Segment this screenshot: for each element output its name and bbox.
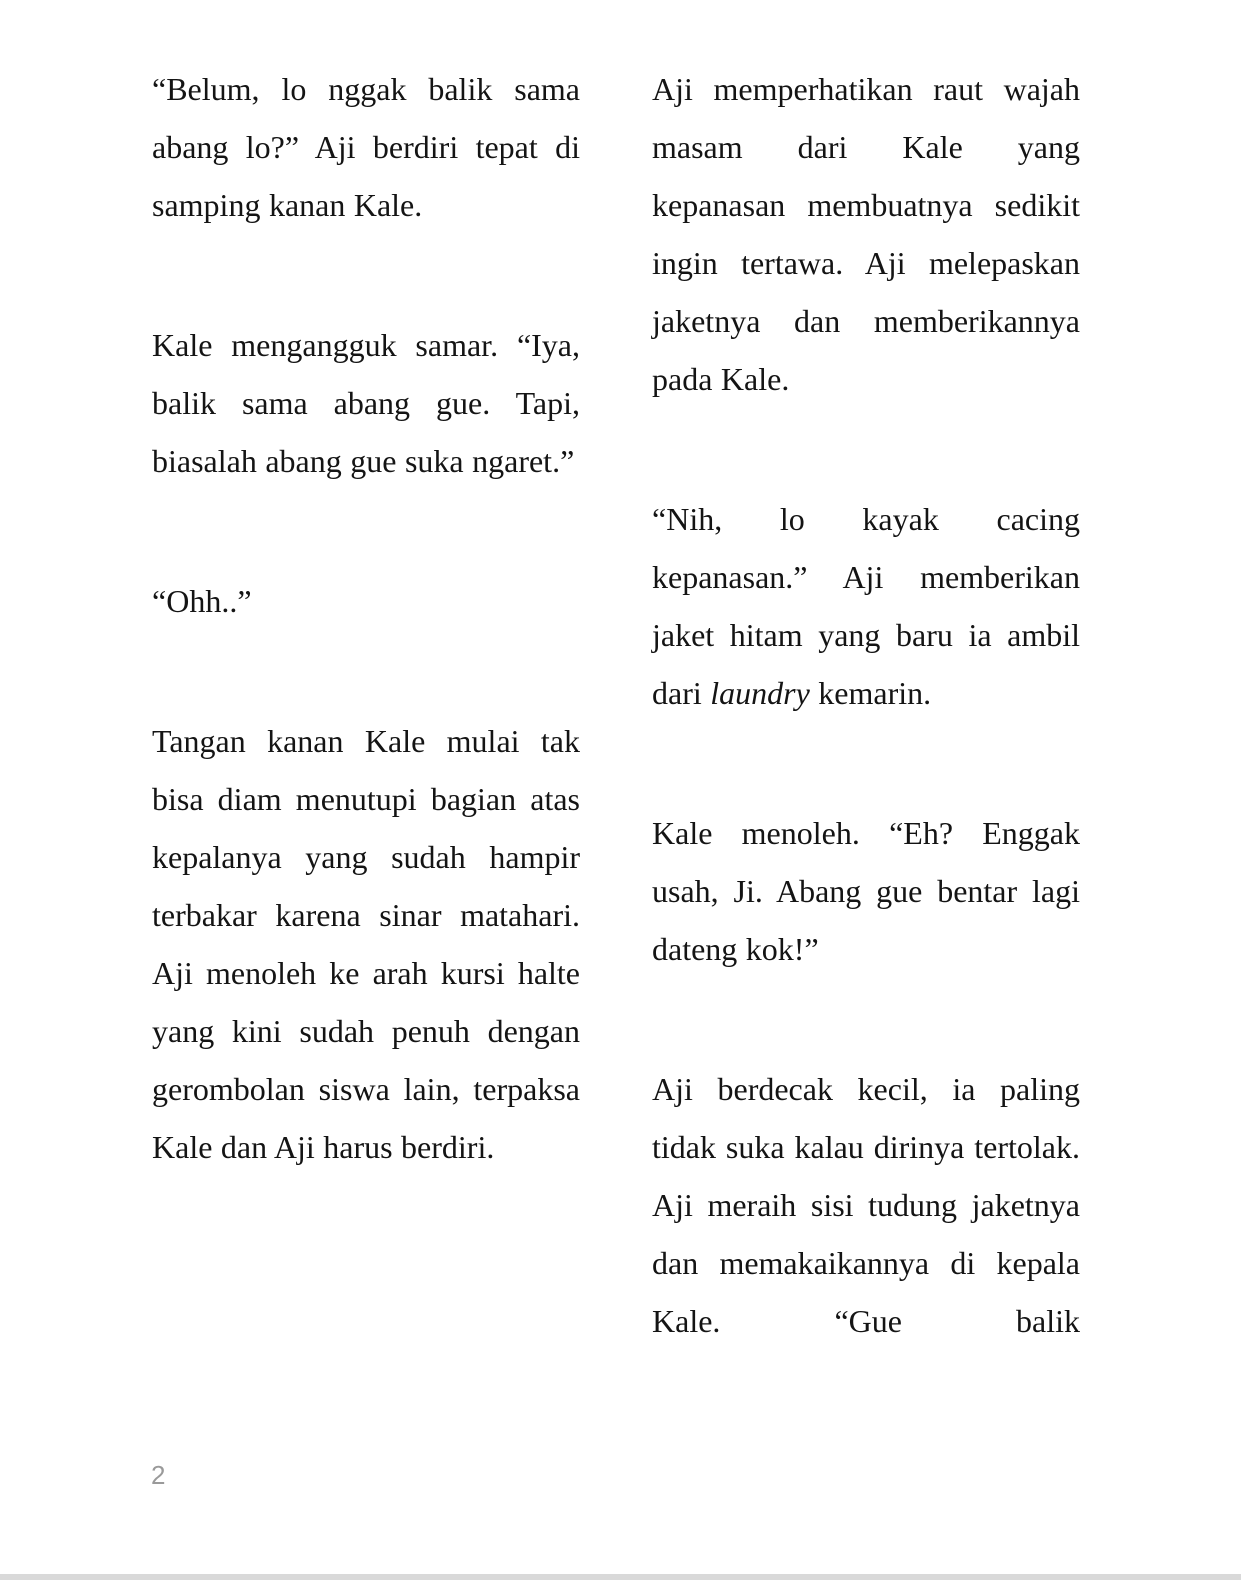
paragraph: Tangan kanan Kale mulai tak bisa diam menutupi bagian atas kepalanya yang sudah hampir terbakar karena sinar matahari. Aji menoleh ke arah kursi halte yang kini sudah penuh dengan gerombolan siswa lain, terpaksa Kale dan Aji harus berdiri.: [152, 723, 580, 1165]
italic-term: laundry: [710, 675, 810, 711]
paragraph: “Belum, lo nggak balik sama abang lo?” Aji berdiri tepat di samping kanan Kale.: [152, 71, 580, 223]
paragraph-text: “Nih, lo kayak cacing kepanasan.” Aji memberikan jaket hitam yang baru ia ambil dari: [652, 501, 1080, 711]
paragraph: Kale mengangguk samar. “Iya, balik sama abang gue. Tapi, biasalah abang gue suka ngaret.”: [152, 327, 580, 479]
page-number: 2: [151, 1460, 166, 1490]
paragraph: [652, 490, 1080, 722]
page-bottom-divider: [0, 1574, 1241, 1580]
paragraph: Aji memperhatikan raut wajah masam dari Kale yang kepanasan membuatnya sedikit ingin tertawa. Aji melepaskan jaketnya dan memberikannya pada Kale.: [652, 71, 1080, 397]
right-column: [652, 60, 1080, 1350]
paragraph: “Ohh..”: [152, 583, 252, 619]
paragraph-text: kemarin.: [809, 675, 932, 711]
paragraph: Aji berdecak kecil, ia paling tidak suka kalau dirinya tertolak. Aji meraih sisi tudung jaketnya dan memakaikannya di kepala Kale. “Gue balik: [652, 1071, 1080, 1339]
paragraph: Kale menoleh. “Eh? Enggak usah, Ji. Abang gue bentar lagi dateng kok!”: [652, 815, 1080, 967]
left-column: [152, 60, 580, 1176]
